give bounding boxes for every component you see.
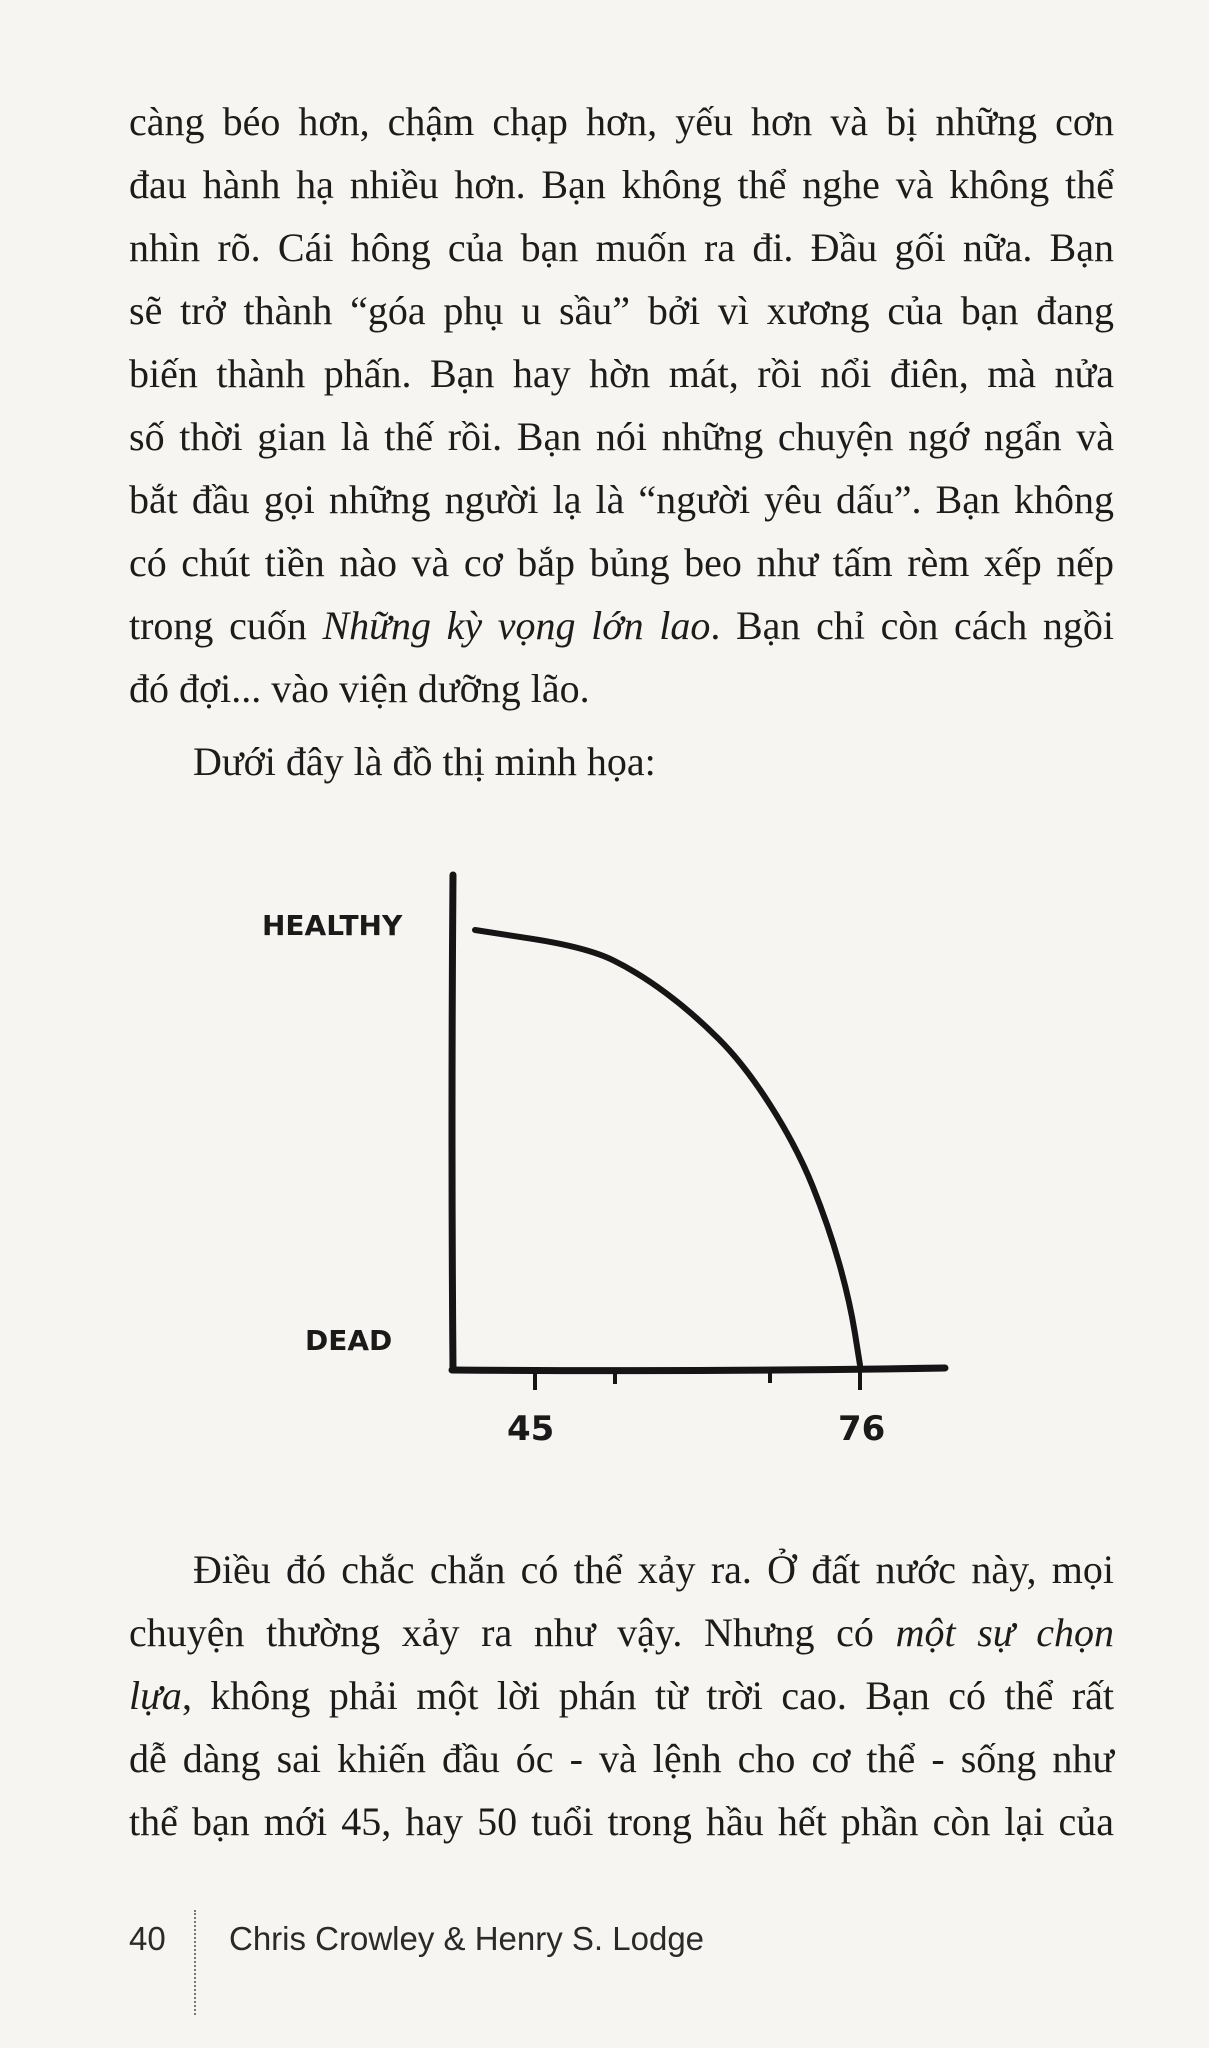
- page-number: 40: [129, 1920, 166, 1957]
- y-label-dead: DEAD: [305, 1324, 393, 1357]
- text-line: có chút tiền nào và cơ bắp bủng beo như tấm rèm xếp nếp: [129, 540, 1114, 585]
- text-line: càng béo hơn, chậm chạp hơn, yếu hơn và bị những cơn: [129, 99, 1114, 144]
- chart-svg: [200, 850, 1000, 1470]
- text-line: dễ dàng sai khiến đầu óc - và lệnh cho cơ thể - sống như: [129, 1736, 1114, 1781]
- text-line: sẽ trở thành “góa phụ u sầu” bởi vì xương của bạn đang: [129, 288, 1114, 333]
- text-line: Dưới đây là đồ thị minh họa:: [193, 739, 656, 784]
- text-run: Điều đó chắc chắn có thể xảy ra. Ở đất nước này, mọi: [193, 1547, 1114, 1592]
- paragraph-3: [129, 1538, 1114, 1853]
- text-line: [129, 1664, 1114, 1727]
- x-axis: [452, 1368, 945, 1371]
- health-decline-curve: [475, 930, 860, 1365]
- health-chart: [200, 850, 1000, 1470]
- y-label-healthy: HEALTHY: [262, 909, 403, 942]
- text-run: . Bạn chỉ còn cách ngồi: [710, 603, 1114, 648]
- text-line: [129, 1601, 1114, 1664]
- x-tick-label-76: 76: [838, 1409, 886, 1449]
- paragraph-2: [193, 730, 1178, 793]
- text-run: , không phải một lời phán từ trời cao. Bạn có thể rất: [181, 1673, 1114, 1718]
- y-axis: [452, 875, 453, 1370]
- book-title-italic: Những kỳ vọng lớn lao: [322, 603, 711, 648]
- footer-authors: Chris Crowley & Henry S. Lodge: [229, 1920, 705, 1957]
- text-line: [129, 1538, 1114, 1601]
- x-tick-label-45: 45: [507, 1409, 555, 1449]
- text-line: [129, 594, 1114, 657]
- italic-run: một sự chọn: [895, 1610, 1114, 1655]
- text-run: trong cuốn: [129, 603, 323, 648]
- paragraph-1: [129, 90, 1114, 720]
- italic-run: lựa: [129, 1673, 182, 1718]
- text-line: đó đợi... vào viện dưỡng lão.: [129, 666, 590, 711]
- text-line: đau hành hạ nhiều hơn. Bạn không thể nghe và không thể: [129, 162, 1114, 207]
- footer-divider: [194, 1910, 196, 2015]
- text-line: nhìn rõ. Cái hông của bạn muốn ra đi. Đầu gối nữa. Bạn: [129, 225, 1114, 270]
- text-line: bắt đầu gọi những người lạ là “người yêu dấu”. Bạn không: [129, 477, 1114, 522]
- text-line: số thời gian là thế rồi. Bạn nói những chuyện ngớ ngẩn và: [129, 414, 1114, 459]
- text-line: thể bạn mới 45, hay 50 tuổi trong hầu hết phần còn lại của: [129, 1799, 1114, 1844]
- text-run: chuyện thường xảy ra như vậy. Nhưng có: [129, 1610, 896, 1655]
- text-line: biến thành phấn. Bạn hay hờn mát, rồi nổi điên, mà nửa: [129, 351, 1114, 396]
